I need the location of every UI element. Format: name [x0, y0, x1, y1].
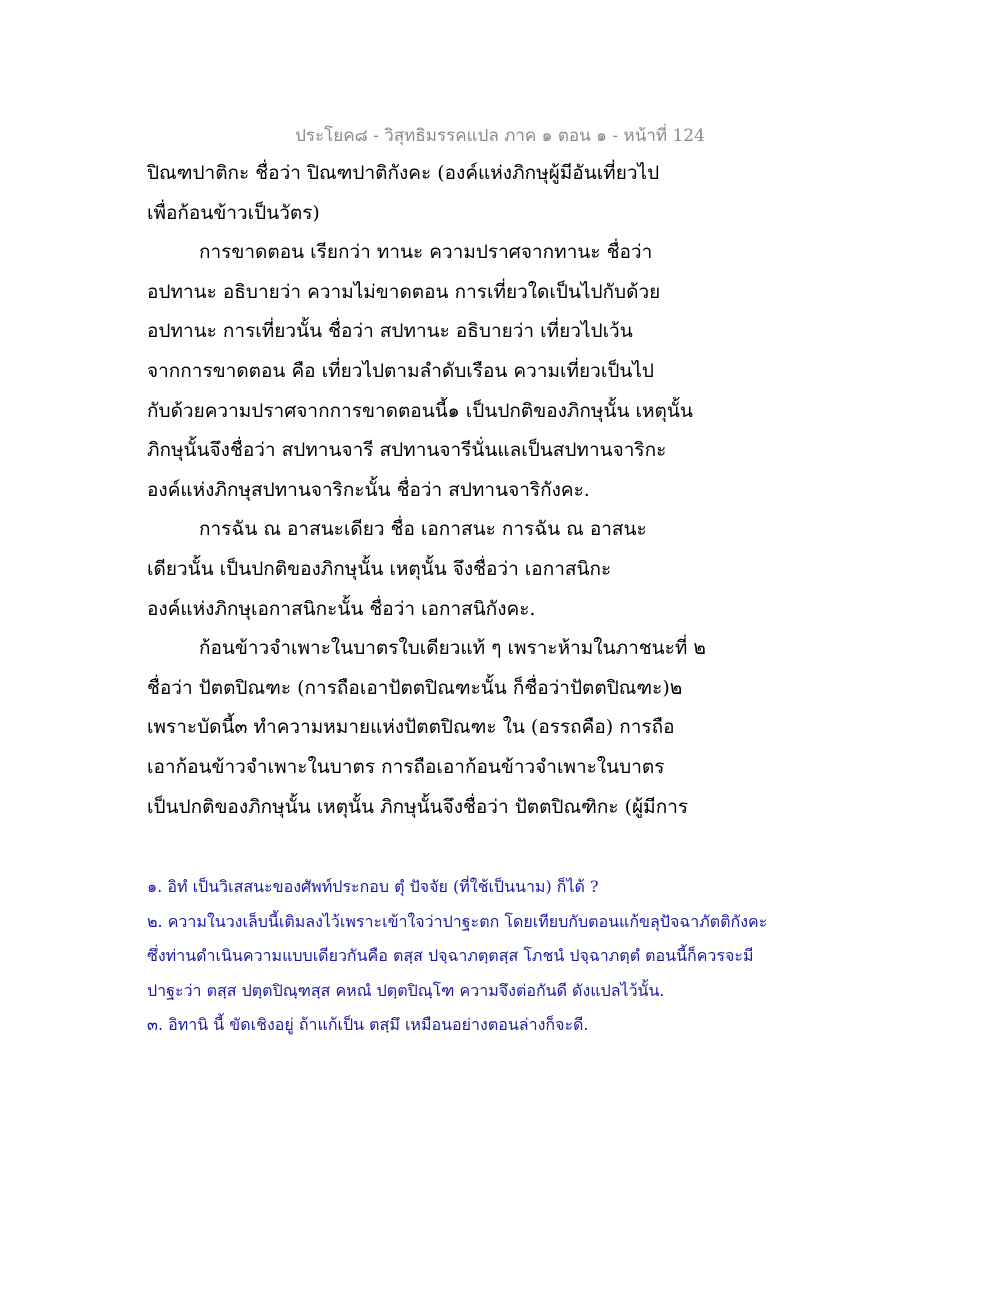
footnotes — [147, 870, 847, 1043]
body-line: ภิกษุนั้นจึงชื่อว่า สปทานจารี สปทานจารีนั่นแลเป็นสปทานจาริกะ — [147, 439, 667, 462]
body-line: ชื่อว่า ปัตตปิณฑะ (การถือเอาปัตตปิณฑะนั้น ก็ชื่อว่าปัตตปิณฑะ)๒ — [147, 676, 683, 699]
body-line: จากการขาดตอน คือ เที่ยวไปตามลำดับเรือน ความเที่ยวเป็นไป — [147, 359, 654, 382]
body-line: เป็นปกติของภิกษุนั้น เหตุนั้น ภิกษุนั้นจึงชื่อว่า ปัตตปิณฑิกะ (ผู้มีการ — [147, 795, 689, 818]
body-line: เดียวนั้น เป็นปกติของภิกษุนั้น เหตุนั้น จึงชื่อว่า เอกาสนิกะ — [147, 557, 612, 580]
footnote-line: ๑. อิทํ เป็นวิเสสนะของศัพท์ประกอบ ตุํ ปัจจัย (ที่ใช้เป็นนาม) ก็ได้ ? — [147, 877, 599, 896]
body-line: การขาดตอน เรียกว่า ทานะ ความปราศจากทานะ ชื่อว่า — [199, 241, 653, 264]
footnote-line: ซึ่งท่านดำเนินความแบบเดียวกันคือ ตสฺส ปจฺฉาภตฺตสฺส โภชนํ ปจฺฉาภตฺตํ ตอนนี้ก็ควรจะมี — [147, 946, 754, 966]
running-header: ประโยค๘ - วิสุทธิมรรคแปล ภาค ๑ ตอน ๑ - หน้าที่ 124 — [295, 126, 705, 146]
footnote-line: ๓. อิทานิ นี้ ขัดเชิงอยู่ ถ้าแก้เป็น ตสฺมึ เหมือนอย่างตอนล่างก็จะดี. — [147, 1015, 589, 1035]
body-line: องค์แห่งภิกษุสปทานจาริกะนั้น ชื่อว่า สปทานจาริกังคะ. — [147, 478, 590, 501]
body-line: ปิณฑปาติกะ ชื่อว่า ปิณฑปาติกังคะ (องค์แห่งภิกษุผู้มีอันเที่ยวไป — [147, 162, 660, 184]
body-line: เพื่อก้อนข้าวเป็นวัตร) — [147, 201, 320, 224]
body-line: องค์แห่งภิกษุเอกาสนิกะนั้น ชื่อว่า เอกาสนิกังคะ. — [147, 597, 536, 620]
body-line: อปทานะ การเที่ยวนั้น ชื่อว่า สปทานะ อธิบายว่า เที่ยวไปเว้น — [147, 320, 633, 343]
body-line: เอาก้อนข้าวจำเพาะในบาตร การถือเอาก้อนข้าวจำเพาะในบาตร — [147, 755, 665, 778]
footnote-line: ปาฐะว่า ตสฺส ปตฺตปิณฺฑสฺส คหณํ ปตฺตปิณฺโฑ ความจึงต่อกันดี ดังแปลไว้นั้น. — [147, 980, 665, 1000]
footnote-line: ๒. ความในวงเล็บนี้เติมลงไว้เพราะเข้าใจว่าปาฐะตก โดยเทียบกับตอนแก้ขลุปัจฉาภัตติกังคะ — [147, 911, 768, 931]
body-line: การฉัน ณ อาสนะเดียว ชื่อ เอกาสนะ การฉัน ณ อาสนะ — [199, 518, 647, 541]
body-line: อปทานะ อธิบายว่า ความไม่ขาดตอน การเที่ยวใดเป็นไปกับด้วย — [147, 280, 661, 303]
body-text — [147, 154, 727, 827]
body-line: เพราะบัดนี้๓ ทำความหมายแห่งปัตตปิณฑะ ใน (อรรถคือ) การถือ — [147, 716, 675, 739]
body-line: ก้อนข้าวจำเพาะในบาตรใบเดียวแท้ ๆ เพราะห้ามในภาชนะที่ ๒ — [199, 637, 706, 660]
body-line: กับด้วยความปราศจากการขาดตอนนี้๑ เป็นปกติของภิกษุนั้น เหตุนั้น — [147, 399, 693, 422]
